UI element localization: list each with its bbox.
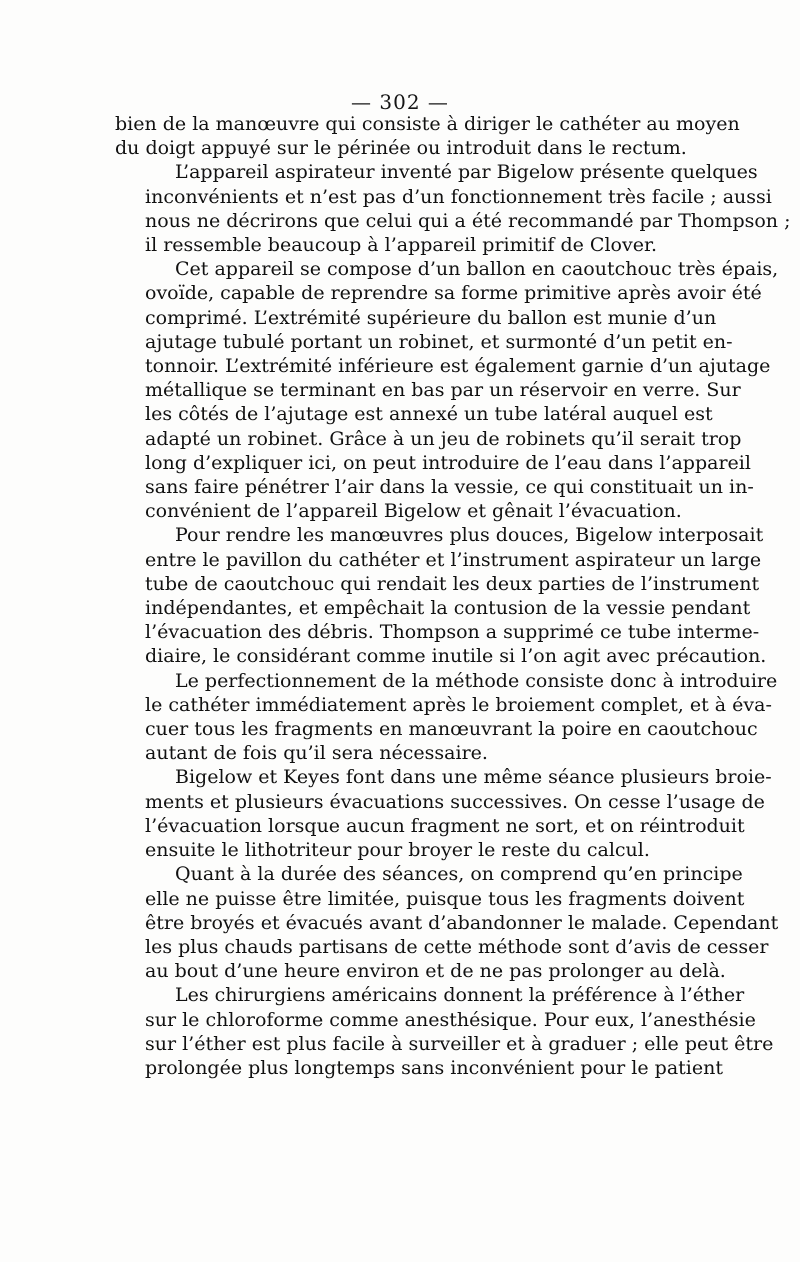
text-line: inconvénients et n’est pas d’un fonctionnement très facile ; aussi [145,185,772,208]
paragraph [115,523,767,668]
text-line: entre le pavillon du cathéter et l’instrument aspirateur un large [145,548,762,571]
text-line: Le perfectionnement de la méthode consiste donc à introduire [175,669,778,692]
text-line: l’évacuation lorsque aucun fragment ne sort, et on réintroduit [145,814,745,837]
text-line: l’évacuation des débris. Thompson a supprimé ce tube interme- [145,621,760,644]
body-text [115,112,791,1080]
text-line: ensuite le lithotriteur pour broyer le reste du calcul. [145,839,650,862]
text-line: ments et plusieurs évacuations successives. On cesse l’usage de [145,790,765,813]
paragraph [115,862,779,983]
text-line: nous ne décrirons que celui qui a été recommandé par Thompson ; [145,209,791,232]
paragraph [115,160,791,257]
text-line: métallique se terminant en bas par un réservoir en verre. Sur [145,379,741,402]
text-line: elle ne puisse être limitée, puisque tous les fragments doivent [145,887,745,910]
text-line: être broyés et évacués avant d’abandonner le malade. Cependant [145,911,779,934]
text-line: prolongée plus longtemps sans inconvénient pour le patient [145,1056,723,1079]
text-line: le cathéter immédiatement après le broiement complet, et à éva- [145,693,772,716]
paragraph [115,669,778,766]
text-line: sur le chloroforme comme anesthésique. Pour eux, l’anesthésie [145,1008,756,1031]
text-line: long d’expliquer ici, on peut introduire de l’eau dans l’appareil [145,451,751,474]
paragraph [115,983,774,1080]
text-line: tube de caoutchouc qui rendait les deux parties de l’instrument [145,572,760,595]
text-line: comprimé. L’extrémité supérieure du ballon est munie d’un [145,306,717,329]
text-line: Bigelow et Keyes font dans une même séance plusieurs broie- [175,766,772,789]
text-line: tonnoir. L’extrémité inférieure est également garnie d’un ajutage [145,355,771,378]
text-line: Les chirurgiens américains donnent la préférence à l’éther [175,984,745,1007]
text-line: L’appareil aspirateur inventé par Bigelow présente quelques [175,161,758,184]
text-line: adapté un robinet. Grâce à un jeu de robinets qu’il serait trop [145,427,742,450]
text-line: il ressemble beaucoup à l’appareil primitif de Clover. [145,234,657,257]
text-line: sans faire pénétrer l’air dans la vessie, ce qui constituait un in- [145,476,754,499]
text-line: indépendantes, et empêchait la contusion de la vessie pendant [145,597,751,620]
text-line: du doigt appuyé sur le périnée ou introduit dans le rectum. [115,137,687,160]
paragraph [115,765,772,862]
text-line: au bout d’une heure environ et de ne pas prolonger au delà. [145,960,726,983]
text-line: ovoïde, capable de reprendre sa forme primitive après avoir été [145,282,762,305]
text-line: ajutage tubulé portant un robinet, et surmonté d’un petit en- [145,330,733,353]
text-line: diaire, le considérant comme inutile si l’on agit avec précaution. [145,645,767,668]
text-line: les côtés de l’ajutage est annexé un tube latéral auquel est [145,403,713,426]
page-number: — 302 — [351,90,449,114]
text-line: cuer tous les fragments en manœuvrant la poire en caoutchouc [145,718,758,741]
text-line: les plus chauds partisans de cette méthode sont d’avis de cesser [145,935,769,958]
text-line: Quant à la durée des séances, on comprend qu’en principe [175,863,743,886]
text-line: bien de la manœuvre qui consiste à diriger le cathéter au moyen [115,113,740,135]
text-line: sur l’éther est plus facile à surveiller et à graduer ; elle peut être [145,1032,774,1055]
paragraph [115,257,779,523]
text-line: Pour rendre les manœuvres plus douces, Bigelow interposait [175,524,764,547]
text-line: convénient de l’appareil Bigelow et gênait l’évacuation. [145,500,682,523]
text-line: autant de fois qu’il sera nécessaire. [145,742,488,765]
text-line: Cet appareil se compose d’un ballon en caoutchouc très épais, [175,258,779,281]
paragraph [115,112,740,160]
